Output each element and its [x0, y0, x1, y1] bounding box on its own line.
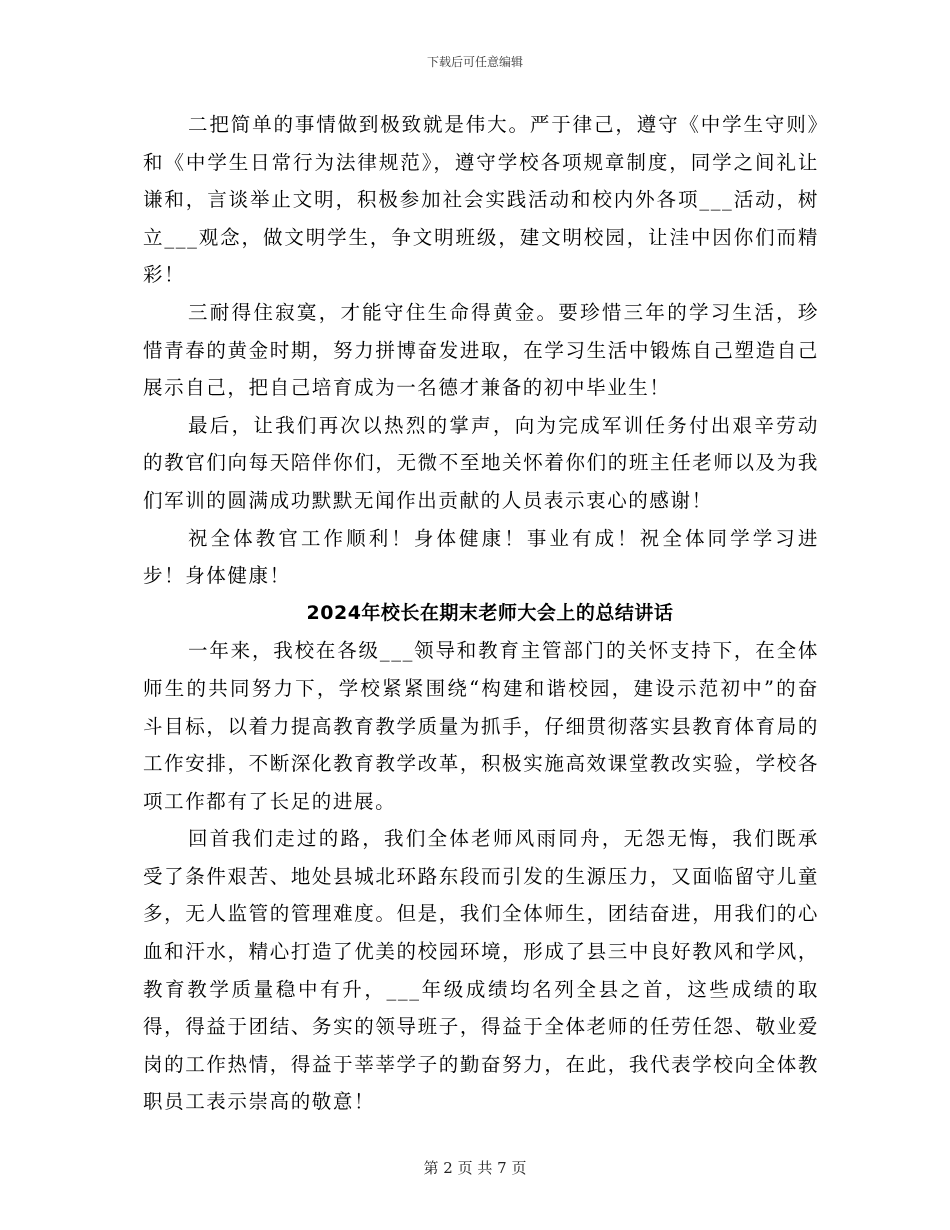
section-title: 2024年校长在期末老师大会上的总结讲话 [306, 601, 674, 624]
page-number-footer: 第 2 页 共 7 页 [423, 1159, 527, 1177]
header-note: 下载后可任意编辑 [426, 55, 523, 69]
paragraph: 二把简单的事情做到极致就是伟大。严于律己，遵守《中学生守则》和《中学生日常行为法律规范》，遵守学校各项规章制度，同学之间礼让谦和，言谈举止文明，积极参加社会实践活动和校内外各项___活动，树立___观念，做文明学生，争文明班级，建文明校园，让洼中因你们而精彩！ [143, 113, 819, 287]
paragraph: 三耐得住寂寞，才能守住生命得黄金。要珍惜三年的学习生活，珍惜青春的黄金时期，努力拼博奋发进取，在学习生活中锻炼自己塑造自己展示自己，把自己培育成为一名德才兼备的初中毕业生！ [143, 300, 819, 400]
paragraph: 一年来，我校在各级___领导和教育主管部门的关怀支持下，在全体师生的共同努力下，学校紧紧围绕“构建和谐校园，建设示范初中”的奋斗目标，以着力提高教育教学质量为抓手，仔细贯彻落实县教育体育局的工作安排，不断深化教育教学改革，积极实施高效课堂教改实验，学校各项工作都有了长足的进展。 [143, 639, 819, 813]
paragraph: 祝全体教官工作顺利！身体健康！事业有成！祝全体同学学习进步！身体健康！ [143, 526, 819, 588]
paragraph: 回首我们走过的路，我们全体老师风雨同舟，无怨无悔，我们既承受了条件艰苦、地处县城北环路东段而引发的生源压力，又面临留守儿童多，无人监管的管理难度。但是，我们全体师生，团结奋进，用我们的心血和汗水，精心打造了优美的校园环境，形成了县三中良好教风和学风，教育教学质量稳中有升，___年级成绩均名列全县之首，这些成绩的取得，得益于团结、务实的领导班子，得益于全体老师的任劳任怨、敬业爱岗的工作热情，得益于莘莘学子的勤奋努力，在此，我代表学校向全体教职员工表示崇高的敬意！ [143, 827, 819, 1114]
document-body [143, 106, 819, 1121]
paragraph: 最后，让我们再次以热烈的掌声，向为完成军训任务付出艰辛劳动的教官们向每天陪伴你们，无微不至地关怀着你们的班主任老师以及为我们军训的圆满成功默默无闻作出贡献的人员表示衷心的感谢！ [143, 413, 819, 512]
